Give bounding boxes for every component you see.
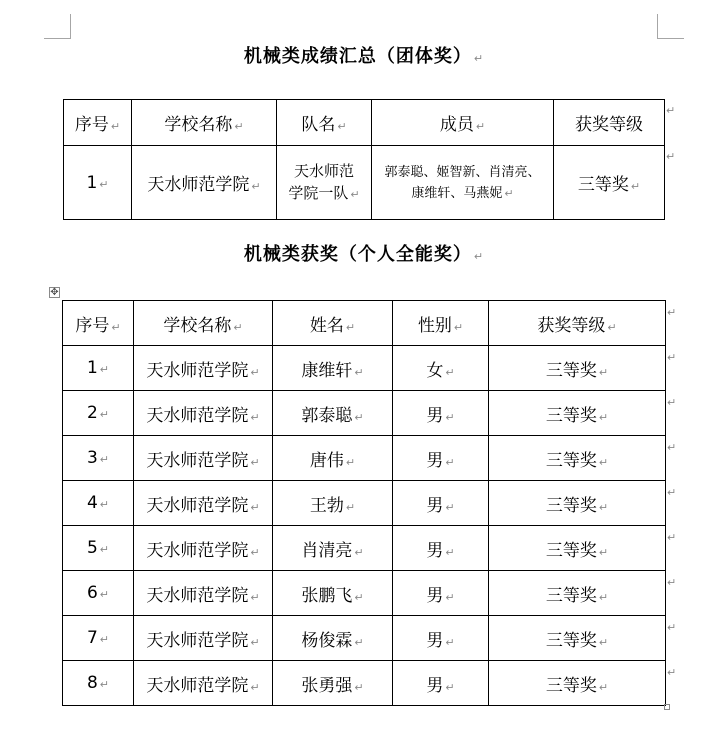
cell-gender: 女 ↵ bbox=[393, 346, 489, 391]
paragraph-mark-icon: ↵ bbox=[473, 250, 485, 263]
table-row bbox=[63, 391, 666, 436]
individual-title-text: 机械类获奖（个人全能奖） bbox=[243, 244, 472, 265]
header-level: 获奖等级 ↵ bbox=[489, 301, 666, 346]
cell-school: 天水师范学院 ↵ bbox=[134, 391, 273, 436]
cell-school: 天水师范学院 ↵ bbox=[134, 616, 273, 661]
crop-mark-top-right bbox=[657, 14, 684, 39]
cell-level: 三等奖 ↵ bbox=[489, 436, 666, 481]
cell-no: 1 ↵ bbox=[64, 146, 132, 220]
cell-no: 4 ↵ bbox=[63, 481, 134, 526]
cell-school: 天水师范学院 ↵ bbox=[134, 346, 273, 391]
header-level: 获奖等级 bbox=[554, 100, 665, 146]
cell-level: 三等奖 ↵ bbox=[489, 346, 666, 391]
cell-name: 王勃 ↵ bbox=[273, 481, 393, 526]
header-no: 序号 ↵ bbox=[63, 301, 134, 346]
row-end-mark-icon: ↵ bbox=[667, 576, 677, 589]
cell-gender: 男 ↵ bbox=[393, 616, 489, 661]
cell-level: 三等奖 ↵ bbox=[489, 481, 666, 526]
individual-award-table bbox=[62, 300, 666, 706]
table-row bbox=[63, 346, 666, 391]
header-school: 学校名称 ↵ bbox=[132, 100, 277, 146]
row-end-mark-icon: ↵ bbox=[667, 486, 677, 499]
table-move-handle-icon[interactable]: ✥ bbox=[50, 287, 59, 298]
table-row bbox=[63, 616, 666, 661]
table-row bbox=[63, 526, 666, 571]
table-row bbox=[63, 571, 666, 616]
row-end-mark-icon: ↵ bbox=[666, 104, 676, 117]
header-team-name: 队名 ↵ bbox=[277, 100, 372, 146]
cell-level: 三等奖 ↵ bbox=[489, 391, 666, 436]
cell-gender: 男 ↵ bbox=[393, 661, 489, 706]
row-end-mark-icon: ↵ bbox=[667, 396, 677, 409]
cell-no: 3 ↵ bbox=[63, 436, 134, 481]
cell-school: 天水师范学院 ↵ bbox=[134, 661, 273, 706]
cell-gender: 男 ↵ bbox=[393, 481, 489, 526]
cell-level: 三等奖 ↵ bbox=[554, 146, 665, 220]
row-end-mark-icon: ↵ bbox=[667, 666, 677, 679]
cell-no: 5 ↵ bbox=[63, 526, 134, 571]
header-school: 学校名称 ↵ bbox=[134, 301, 273, 346]
cell-no: 1 ↵ bbox=[63, 346, 134, 391]
cell-school: 天水师范学院 ↵ bbox=[134, 571, 273, 616]
header-members: 成员 ↵ bbox=[372, 100, 554, 146]
cell-school: 天水师范学院 ↵ bbox=[134, 436, 273, 481]
cell-gender: 男 ↵ bbox=[393, 391, 489, 436]
team-table-header-row bbox=[64, 100, 665, 146]
cell-gender: 男 ↵ bbox=[393, 571, 489, 616]
cell-members: 郭泰聪、姬智新、肖清亮、 康维轩、马燕妮 ↵ bbox=[372, 146, 554, 220]
row-end-mark-icon: ↵ bbox=[667, 351, 677, 364]
cell-no: 6 ↵ bbox=[63, 571, 134, 616]
cell-school: 天水师范学院 ↵ bbox=[132, 146, 277, 220]
cell-name: 唐伟 ↵ bbox=[273, 436, 393, 481]
cell-gender: 男 ↵ bbox=[393, 526, 489, 571]
header-name: 姓名 ↵ bbox=[273, 301, 393, 346]
cell-team-name: 天水师范 学院一队 ↵ bbox=[277, 146, 372, 220]
row-end-mark-icon: ↵ bbox=[666, 150, 676, 163]
cell-name: 张鹏飞 ↵ bbox=[273, 571, 393, 616]
table-row bbox=[64, 146, 665, 220]
cell-name: 郭泰聪 ↵ bbox=[273, 391, 393, 436]
cell-no: 8 ↵ bbox=[63, 661, 134, 706]
row-end-mark-icon: ↵ bbox=[667, 441, 677, 454]
cell-name: 杨俊霖 ↵ bbox=[273, 616, 393, 661]
table-resize-handle-icon[interactable] bbox=[664, 704, 670, 710]
cell-gender: 男 ↵ bbox=[393, 436, 489, 481]
cell-no: 7 ↵ bbox=[63, 616, 134, 661]
cell-name: 张勇强 ↵ bbox=[273, 661, 393, 706]
cell-school: 天水师范学院 ↵ bbox=[134, 526, 273, 571]
individual-table-header-row bbox=[63, 301, 666, 346]
cell-no: 2 ↵ bbox=[63, 391, 134, 436]
cell-school: 天水师范学院 ↵ bbox=[134, 481, 273, 526]
crop-mark-top-left bbox=[44, 14, 71, 39]
cell-level: 三等奖 ↵ bbox=[489, 571, 666, 616]
row-end-mark-icon: ↵ bbox=[667, 531, 677, 544]
header-gender: 性别 ↵ bbox=[393, 301, 489, 346]
cell-level: 三等奖 ↵ bbox=[489, 616, 666, 661]
cell-name: 康维轩 ↵ bbox=[273, 346, 393, 391]
individual-section-title bbox=[0, 240, 728, 266]
header-no: 序号 ↵ bbox=[64, 100, 132, 146]
table-row bbox=[63, 661, 666, 706]
team-section-title bbox=[0, 42, 728, 68]
cell-level: 三等奖 ↵ bbox=[489, 661, 666, 706]
cell-name: 肖清亮 ↵ bbox=[273, 526, 393, 571]
team-title-text: 机械类成绩汇总（团体奖） bbox=[243, 46, 472, 67]
cell-level: 三等奖 ↵ bbox=[489, 526, 666, 571]
table-row bbox=[63, 481, 666, 526]
table-row bbox=[63, 436, 666, 481]
row-end-mark-icon: ↵ bbox=[667, 306, 677, 319]
team-award-table bbox=[63, 99, 665, 220]
paragraph-mark-icon: ↵ bbox=[473, 52, 485, 65]
row-end-mark-icon: ↵ bbox=[667, 621, 677, 634]
